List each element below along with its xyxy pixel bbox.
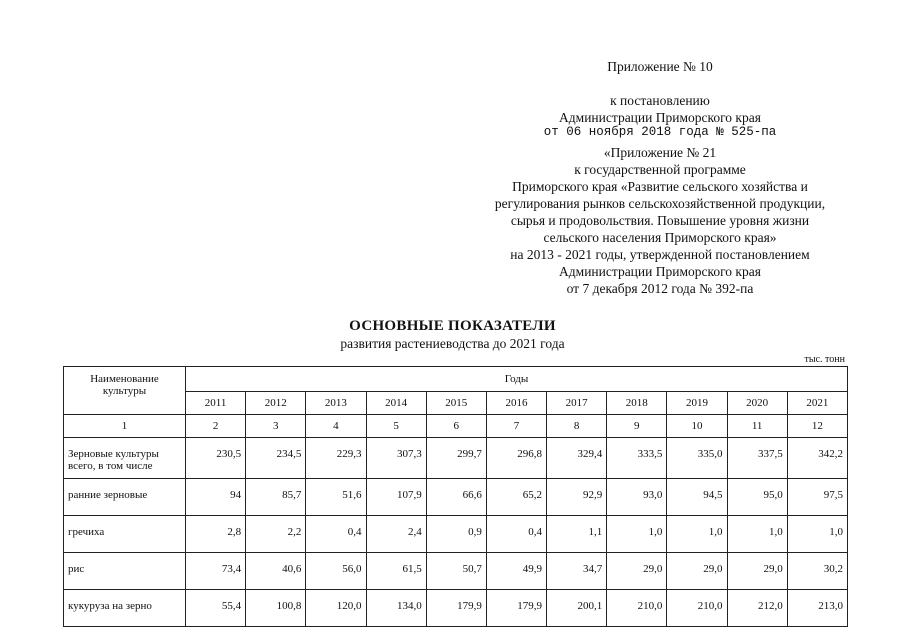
value-cell: 30,2 bbox=[787, 553, 847, 590]
value-cell: 29,0 bbox=[607, 553, 667, 590]
year-header: 2013 bbox=[306, 392, 366, 415]
value-cell: 134,0 bbox=[366, 590, 426, 627]
value-cell: 92,9 bbox=[547, 479, 607, 516]
value-cell: 49,9 bbox=[486, 553, 546, 590]
document-subtitle: развития растениеводства до 2021 года bbox=[340, 336, 565, 351]
years-header: Годы bbox=[186, 367, 848, 392]
value-cell: 51,6 bbox=[306, 479, 366, 516]
header-line: регулирования рынков сельскохозяйственной продукции, bbox=[494, 196, 826, 211]
value-cell: 56,0 bbox=[306, 553, 366, 590]
header-line: на 2013 - 2021 годы, утвержденной постановлением bbox=[510, 247, 810, 262]
value-cell: 97,5 bbox=[787, 479, 847, 516]
year-header: 2018 bbox=[607, 392, 667, 415]
year-header: 2016 bbox=[486, 392, 546, 415]
header-line: сырья и продовольствия. Повышение уровня жизни bbox=[510, 213, 810, 228]
header-line: Приморского края «Развитие сельского хозяйства и bbox=[512, 179, 808, 194]
appendix-number: Приложение № 10 bbox=[607, 59, 713, 74]
value-cell: 2,2 bbox=[246, 516, 306, 553]
value-cell: 333,5 bbox=[607, 438, 667, 479]
value-cell: 335,0 bbox=[667, 438, 727, 479]
value-cell: 2,4 bbox=[366, 516, 426, 553]
column-numbers-row bbox=[64, 415, 848, 438]
header-line: от 7 декабря 2012 года № 392-па bbox=[566, 281, 754, 296]
value-cell: 1,0 bbox=[727, 516, 787, 553]
header-line: Администрации Приморского края bbox=[559, 264, 761, 279]
value-cell: 329,4 bbox=[547, 438, 607, 479]
value-cell: 229,3 bbox=[306, 438, 366, 479]
column-number: 5 bbox=[366, 415, 426, 438]
value-cell: 40,6 bbox=[246, 553, 306, 590]
indicators-table bbox=[63, 366, 848, 627]
value-cell: 100,8 bbox=[246, 590, 306, 627]
year-header: 2011 bbox=[186, 392, 246, 415]
value-cell: 230,5 bbox=[186, 438, 246, 479]
crop-name-cell: ранние зерновые bbox=[64, 479, 186, 516]
value-cell: 307,3 bbox=[366, 438, 426, 479]
value-cell: 210,0 bbox=[667, 590, 727, 627]
year-header: 2021 bbox=[787, 392, 847, 415]
value-cell: 337,5 bbox=[727, 438, 787, 479]
column-number: 4 bbox=[306, 415, 366, 438]
value-cell: 95,0 bbox=[727, 479, 787, 516]
year-header: 2012 bbox=[246, 392, 306, 415]
table-row bbox=[64, 438, 848, 479]
unit-label: тыс. тонн bbox=[804, 354, 845, 365]
crop-name-cell: Зерновые культуры всего, в том числе bbox=[64, 438, 186, 479]
crop-name-cell: рис bbox=[64, 553, 186, 590]
value-cell: 0,9 bbox=[426, 516, 486, 553]
year-header: 2015 bbox=[426, 392, 486, 415]
value-cell: 234,5 bbox=[246, 438, 306, 479]
column-number: 8 bbox=[547, 415, 607, 438]
header-line: Администрации Приморского края bbox=[559, 110, 761, 125]
column-number: 1 bbox=[64, 415, 186, 438]
value-cell: 212,0 bbox=[727, 590, 787, 627]
value-cell: 299,7 bbox=[426, 438, 486, 479]
value-cell: 296,8 bbox=[486, 438, 546, 479]
value-cell: 1,0 bbox=[607, 516, 667, 553]
value-cell: 1,1 bbox=[547, 516, 607, 553]
value-cell: 210,0 bbox=[607, 590, 667, 627]
value-cell: 342,2 bbox=[787, 438, 847, 479]
year-header: 2017 bbox=[547, 392, 607, 415]
value-cell: 50,7 bbox=[426, 553, 486, 590]
value-cell: 29,0 bbox=[727, 553, 787, 590]
value-cell: 0,4 bbox=[486, 516, 546, 553]
value-cell: 213,0 bbox=[787, 590, 847, 627]
column-number: 9 bbox=[607, 415, 667, 438]
header-line: сельского населения Приморского края» bbox=[543, 230, 777, 245]
column-number: 3 bbox=[246, 415, 306, 438]
value-cell: 73,4 bbox=[186, 553, 246, 590]
value-cell: 66,6 bbox=[426, 479, 486, 516]
column-number: 6 bbox=[426, 415, 486, 438]
value-cell: 61,5 bbox=[366, 553, 426, 590]
value-cell: 93,0 bbox=[607, 479, 667, 516]
value-cell: 179,9 bbox=[426, 590, 486, 627]
value-cell: 65,2 bbox=[486, 479, 546, 516]
year-header: 2014 bbox=[366, 392, 426, 415]
value-cell: 94,5 bbox=[667, 479, 727, 516]
table-row bbox=[64, 479, 848, 516]
value-cell: 85,7 bbox=[246, 479, 306, 516]
value-cell: 2,8 bbox=[186, 516, 246, 553]
value-cell: 0,4 bbox=[306, 516, 366, 553]
document-title: ОСНОВНЫЕ ПОКАЗАТЕЛИ bbox=[349, 318, 556, 334]
value-cell: 1,0 bbox=[787, 516, 847, 553]
value-cell: 1,0 bbox=[667, 516, 727, 553]
table-row bbox=[64, 590, 848, 627]
crop-name-cell: гречиха bbox=[64, 516, 186, 553]
value-cell: 120,0 bbox=[306, 590, 366, 627]
header-line: «Приложение № 21 bbox=[603, 145, 717, 160]
decree-date-line: от 06 ноября 2018 года № 525-па bbox=[543, 125, 777, 139]
year-header: 2019 bbox=[667, 392, 727, 415]
column-number: 7 bbox=[486, 415, 546, 438]
year-header: 2020 bbox=[727, 392, 787, 415]
value-cell: 94 bbox=[186, 479, 246, 516]
value-cell: 200,1 bbox=[547, 590, 607, 627]
value-cell: 34,7 bbox=[547, 553, 607, 590]
crop-name-header: Наименование культуры bbox=[64, 367, 186, 415]
column-number: 2 bbox=[186, 415, 246, 438]
header-line: к постановлению bbox=[610, 93, 710, 108]
table-row bbox=[64, 516, 848, 553]
column-number: 12 bbox=[787, 415, 847, 438]
header-line: к государственной программе bbox=[574, 162, 746, 177]
value-cell: 179,9 bbox=[486, 590, 546, 627]
column-number: 10 bbox=[667, 415, 727, 438]
value-cell: 107,9 bbox=[366, 479, 426, 516]
column-number: 11 bbox=[727, 415, 787, 438]
table-row bbox=[64, 553, 848, 590]
value-cell: 55,4 bbox=[186, 590, 246, 627]
value-cell: 29,0 bbox=[667, 553, 727, 590]
crop-name-cell: кукуруза на зерно bbox=[64, 590, 186, 627]
